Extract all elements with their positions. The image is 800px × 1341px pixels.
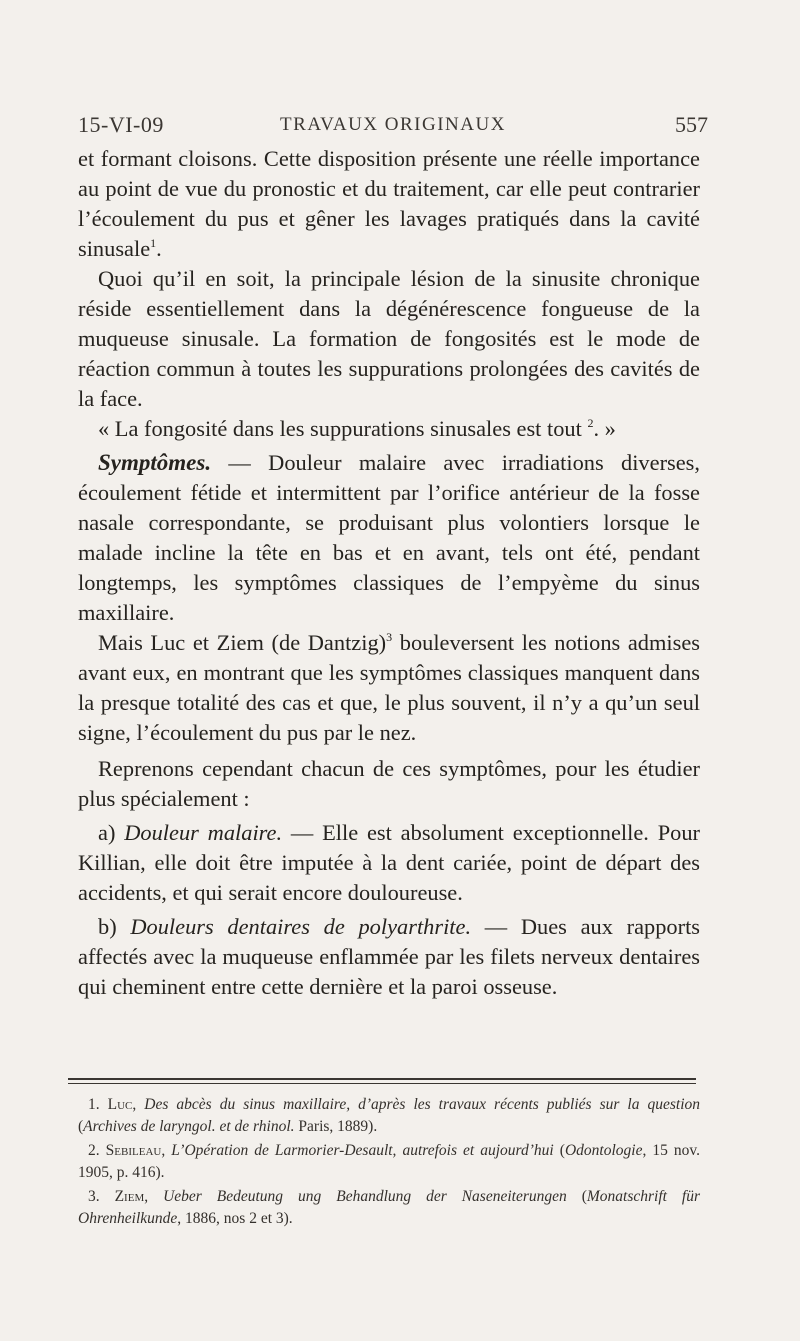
section-heading-symptomes: Symptômes. <box>98 450 212 475</box>
paragraph-6: Reprenons cependant chacun de ces symptômes, pour les étudier plus spécialement : <box>78 756 700 811</box>
subheading-douleur-malaire: Douleur malaire. <box>124 820 283 845</box>
paragraph-symptomes: Symptômes. — Douleur malaire avec irradiations diverses, écoulement fétide et intermittent par l’orifice antérieur de la fosse nasale correspondante, se produisant plus volontiers lorsque le malade incline la tête en bas et en avant, tels ont été, pendant longtemps, les symptômes classiques de l’empyème du sinus maxillaire. <box>78 450 700 625</box>
header-section-title: TRAVAUX ORIGINAUX <box>280 114 506 135</box>
main-text <box>78 144 700 1002</box>
paragraph-2: Quoi qu’il en soit, la principale lésion de la sinusite chronique réside essentiellement dans la dégénérescence fongueuse de la muqueuse sinusale. La formation de fongosités est le mode de réaction commun à toutes les suppurations prolongées des cavités de la face. <box>78 266 700 411</box>
paragraph-b-douleurs-dentaires: b) Douleurs dentaires de polyarthrite. — Dues aux rapports affectés avec la muqueuse enflammée par les filets nerveux dentaires qui cheminent entre cette dernière et la paroi osseuse. <box>78 914 701 999</box>
header-date: 15-VI-09 <box>78 112 164 137</box>
footnotes <box>78 1094 700 1232</box>
paragraph-a-douleur-malaire: a) Douleur malaire. — Elle est absolument exceptionnelle. Pour Killian, elle doit être imputée à la dent cariée, point de départ des accidents, et qui serait encore douloureuse. <box>78 820 700 905</box>
footnote-1: 1. Luc, Des abcès du sinus maxillaire, d’après les travaux récents publiés sur la question (Archives de laryngol. et de rhinol. Paris, 1889). <box>78 1096 701 1135</box>
footnote-2: 2. Sebileau, L’Opération de Larmorier-Desault, autrefois et aujourd’hui (Odontologie, 15 nov. 1905, p. 416). <box>78 1142 701 1181</box>
subheading-douleurs-dentaires: Douleurs dentaires de polyarthrite. <box>130 914 472 939</box>
footnote-separator <box>68 1078 696 1084</box>
footnote-3: 3. Ziem, Ueber Bedeutung ung Behandlung der Naseneiterungen (Monatschrift für Ohrenheilkunde, 1886, nos 2 et 3). <box>78 1188 701 1227</box>
page-number: 557 <box>675 112 708 137</box>
footnote-ref-3: 3 <box>386 630 393 644</box>
paragraph-3-quote: « La fongosité dans les suppurations sinusales est tout $^2$. » <box>98 416 616 441</box>
paragraph-5: Mais Luc et Ziem (de Dantzig)$^3$ bouleversent les notions admises avant eux, en montrant que les symptômes classiques manquent dans la presque totalité des cas et que, le plus souvent, il n’y a qu’un seul signe, l’écoulement du pus par le nez. <box>78 630 700 745</box>
footnote-ref-1: 1 <box>150 236 157 250</box>
paragraph-1: et formant cloisons. Cette disposition présente une réelle importance au point de vue du pronostic et du traitement, car elle peut contrarier l’écoulement du pus et gêner les lavages pratiqués dans la cavité sinusale$^1$. <box>78 146 700 261</box>
running-header <box>78 104 708 138</box>
footnote-ref-2: 2 <box>587 416 594 430</box>
